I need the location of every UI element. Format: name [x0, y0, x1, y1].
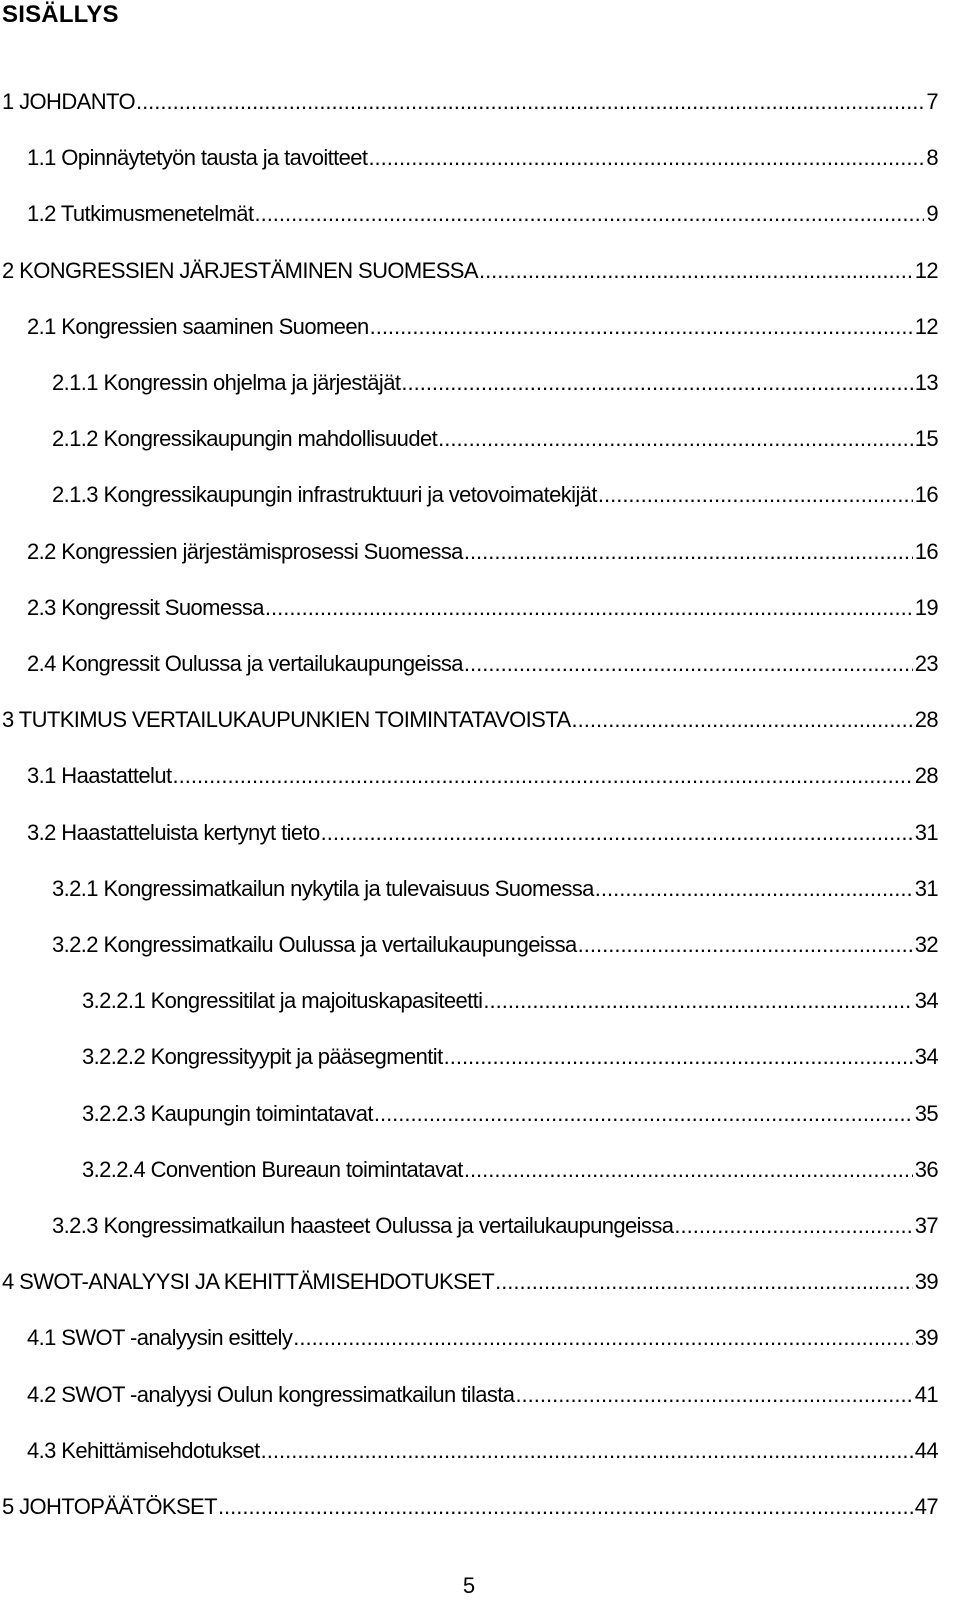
toc-entry[interactable] [52, 480, 938, 510]
toc-entry[interactable] [52, 424, 938, 454]
toc-entry-title: 2.1 Kongressien saaminen Suomeen [27, 314, 369, 339]
toc-dot-leader [265, 593, 913, 623]
toc-entry-title: 3.2.1 Kongressimatkailun nykytila ja tulevaisuus Suomessa [52, 876, 594, 901]
toc-entry-page: 31 [914, 820, 938, 845]
toc-entry[interactable] [27, 649, 938, 679]
toc-entry-page: 34 [914, 988, 938, 1013]
toc-entry[interactable] [52, 368, 938, 398]
toc-entry-page: 28 [914, 763, 938, 788]
toc-entry-title: 4 SWOT-ANALYYSI JA KEHITTÄMISEHDOTUKSET [2, 1269, 495, 1294]
toc-entry-title: 2.1.3 Kongressikaupungin infrastruktuuri ja vetovoimatekijät [52, 482, 597, 507]
toc-entry-page: 13 [914, 370, 938, 395]
toc-dot-leader [515, 1380, 912, 1410]
toc-entry-title: 4.2 SWOT -analyysi Oulun kongressimatkailun tilasta [27, 1382, 515, 1407]
toc-entry-title: 3.2.3 Kongressimatkailun haasteet Oulussa ja vertailukaupungeissa [52, 1213, 674, 1238]
toc-dot-leader [401, 368, 912, 398]
toc-dot-leader [495, 1267, 913, 1297]
toc-entry-page: 32 [914, 932, 938, 957]
toc-entry[interactable] [27, 593, 938, 623]
toc-entry-page: 39 [914, 1269, 938, 1294]
toc-dot-leader [578, 930, 913, 960]
toc-entry-page: 12 [914, 258, 938, 283]
toc-entry-page: 19 [914, 595, 938, 620]
toc-dot-leader [479, 256, 913, 286]
toc-entry-page: 9 [926, 201, 938, 226]
toc-entry-page: 44 [914, 1438, 938, 1463]
toc-entry[interactable] [82, 1042, 938, 1072]
toc-entry-page: 23 [914, 651, 938, 676]
toc-entry-title: 2.4 Kongressit Oulussa ja vertailukaupungeissa [27, 651, 463, 676]
toc-entry-page: 31 [914, 876, 938, 901]
toc-dot-leader [572, 705, 913, 735]
toc-entry-title: 3.2.2 Kongressimatkailu Oulussa ja vertailukaupungeissa [52, 932, 577, 957]
toc-dot-leader [464, 649, 913, 679]
toc-entry-title: 3 TUTKIMUS VERTAILUKAUPUNKIEN TOIMINTATAVOISTA [2, 707, 571, 732]
toc-dot-leader [374, 1099, 913, 1129]
toc-dot-leader [293, 1323, 912, 1353]
toc-entry-page: 12 [914, 314, 938, 339]
toc-entry[interactable] [27, 1323, 938, 1353]
toc-entry-page: 36 [914, 1157, 938, 1182]
toc-dot-leader [370, 312, 913, 342]
toc-entry[interactable] [82, 986, 938, 1016]
toc-entry[interactable] [2, 87, 938, 117]
toc-entry[interactable] [82, 1155, 938, 1185]
toc-dot-leader [261, 1436, 913, 1466]
toc-dot-leader [136, 87, 924, 117]
toc-dot-leader [483, 986, 912, 1016]
toc-entry-page: 39 [914, 1325, 938, 1350]
toc-entry-title: 3.2.2.4 Convention Bureaun toimintatavat [82, 1157, 463, 1182]
toc-dot-leader [368, 143, 924, 173]
toc-entry-title: 5 JOHTOPÄÄTÖKSET [2, 1494, 217, 1519]
toc-entry-title: 2.1.2 Kongressikaupungin mahdollisuudet [52, 426, 438, 451]
toc-dot-leader [218, 1492, 913, 1522]
toc-entry[interactable] [27, 312, 938, 342]
toc-dot-leader [674, 1211, 912, 1241]
toc-entry-title: 2.1.1 Kongressin ohjelma ja järjestäjät [52, 370, 401, 395]
toc-dot-leader [173, 761, 913, 791]
toc-entry[interactable] [27, 1380, 938, 1410]
toc-entry-page: 37 [914, 1213, 938, 1238]
toc-entry-title: 2.2 Kongressien järjestämisprosessi Suomessa [27, 539, 463, 564]
toc-entry[interactable] [27, 199, 938, 229]
toc-dot-leader [464, 1155, 913, 1185]
toc-entry-page: 16 [914, 482, 938, 507]
toc-entry[interactable] [2, 1267, 938, 1297]
toc-entry-title: 1.2 Tutkimusmenetelmät [27, 201, 254, 226]
toc-entry-page: 7 [926, 89, 938, 114]
toc-dot-leader [444, 1042, 913, 1072]
toc-dot-leader [464, 537, 913, 567]
toc-entry-title: 2.3 Kongressit Suomessa [27, 595, 264, 620]
toc-entry-page: 28 [914, 707, 938, 732]
toc-entry-page: 34 [914, 1044, 938, 1069]
toc-entry[interactable] [27, 761, 938, 791]
toc-entry[interactable] [2, 705, 938, 735]
toc-dot-leader [598, 480, 913, 510]
toc-entry[interactable] [52, 1211, 938, 1241]
toc-entry-title: 2 KONGRESSIEN JÄRJESTÄMINEN SUOMESSA [2, 258, 478, 283]
toc-entry-title: 3.2.2.3 Kaupungin toimintatavat [82, 1101, 373, 1126]
toc-entry[interactable] [82, 1099, 938, 1129]
toc-entry[interactable] [27, 143, 938, 173]
toc-entry-page: 16 [914, 539, 938, 564]
toc-entry-title: 3.2.2.2 Kongressityypit ja pääsegmentit [82, 1044, 443, 1069]
toc-entry[interactable] [27, 537, 938, 567]
toc-entry-title: 1.1 Opinnäytetyön tausta ja tavoitteet [27, 145, 368, 170]
toc-dot-leader [595, 874, 913, 904]
toc-entry[interactable] [52, 930, 938, 960]
toc-entry-page: 41 [914, 1382, 938, 1407]
toc-entry-title: 3.2 Haastatteluista kertynyt tieto [27, 820, 320, 845]
toc-dot-leader [321, 818, 913, 848]
toc-entry-title: 3.2.2.1 Kongressitilat ja majoituskapasiteetti [82, 988, 483, 1013]
toc-heading: SISÄLLYS [2, 1, 119, 28]
toc-entry-title: 3.1 Haastattelut [27, 763, 172, 788]
toc-entry[interactable] [52, 874, 938, 904]
page-number: 5 [462, 1573, 476, 1598]
toc-entry[interactable] [2, 256, 938, 286]
toc-entry[interactable] [27, 1436, 938, 1466]
toc-entry-title: 1 JOHDANTO [2, 89, 135, 114]
toc-entry-page: 15 [914, 426, 938, 451]
toc-entry-page: 8 [926, 145, 938, 170]
toc-entry-page: 35 [914, 1101, 938, 1126]
toc-entry[interactable] [2, 1492, 938, 1522]
toc-dot-leader [438, 424, 913, 454]
toc-dot-leader [254, 199, 924, 229]
toc-entry-title: 4.3 Kehittämisehdotukset [27, 1438, 260, 1463]
toc-entry[interactable] [27, 818, 938, 848]
toc-entry-page: 47 [914, 1494, 938, 1519]
toc-entry-title: 4.1 SWOT -analyysin esittely [27, 1325, 293, 1350]
